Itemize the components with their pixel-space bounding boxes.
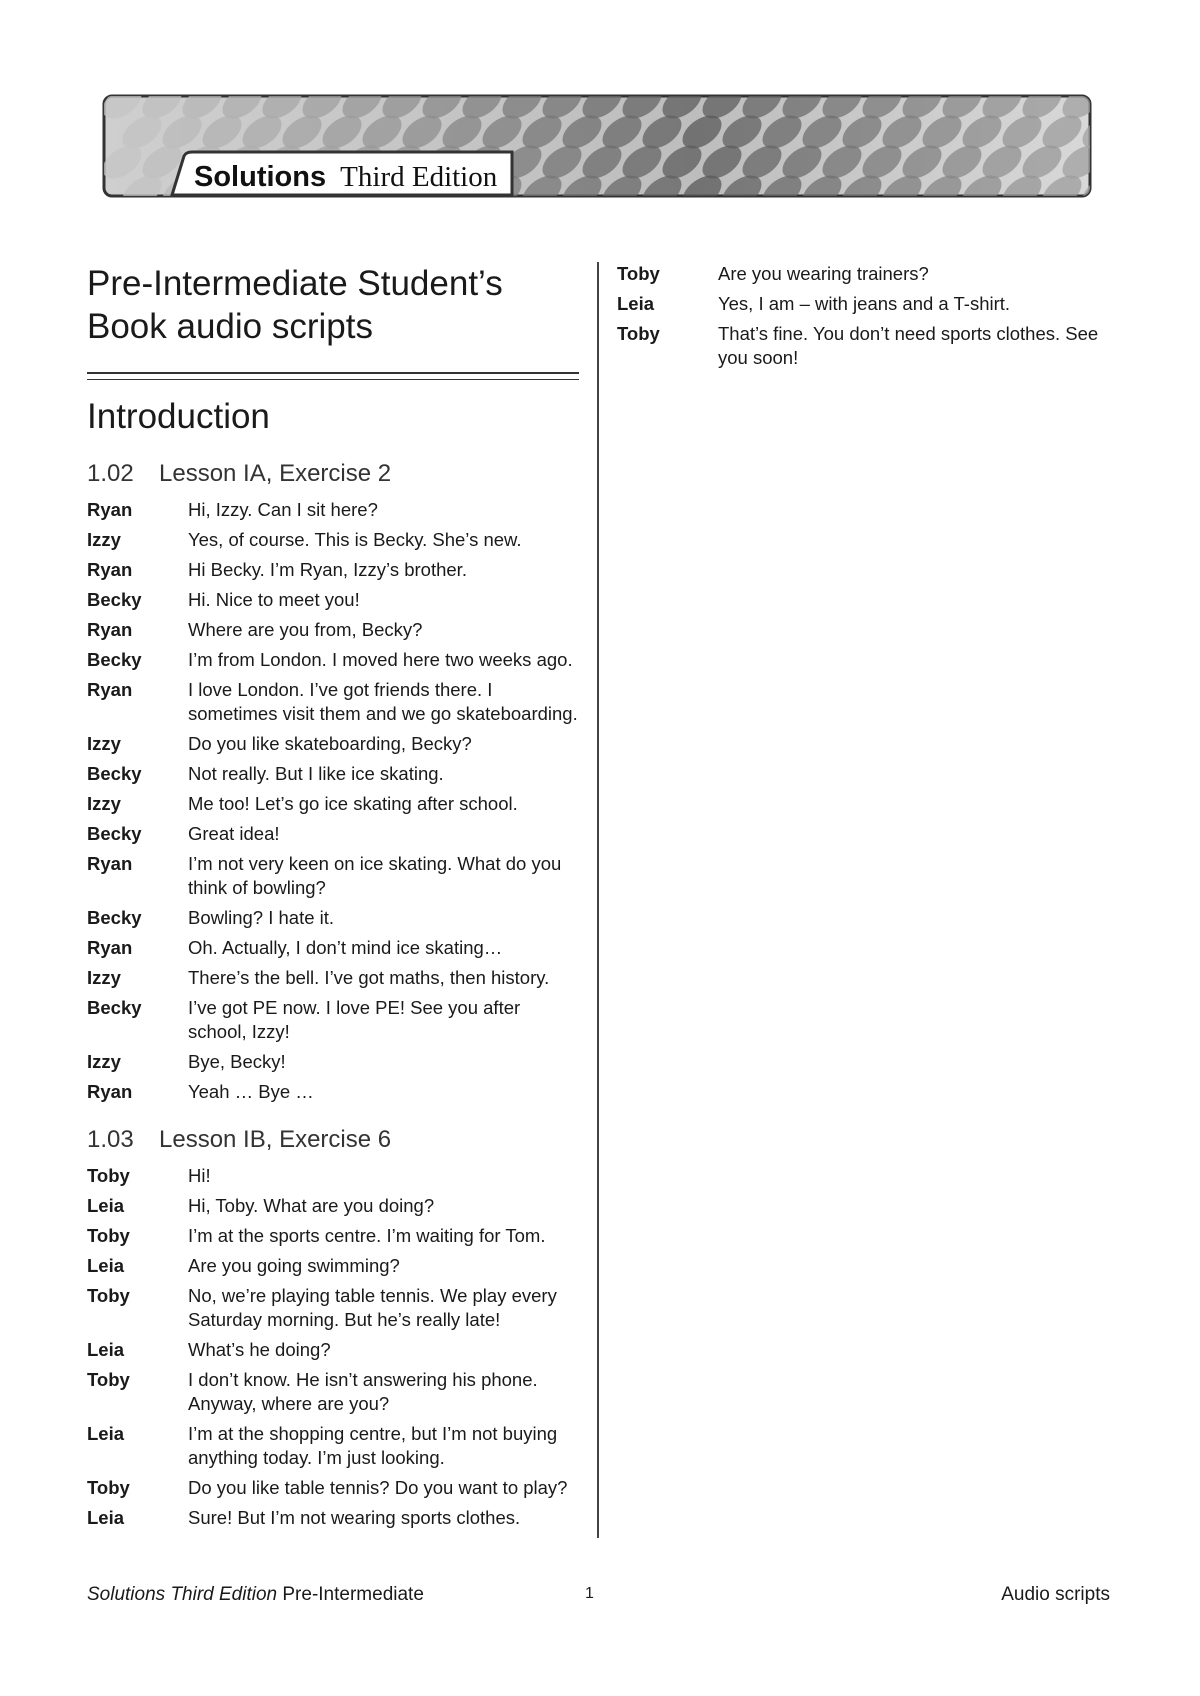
speaker-name: Leia (87, 1423, 125, 1444)
dialogue-line (87, 792, 579, 816)
speaker-name: Becky (87, 589, 142, 610)
speaker-name: Izzy (87, 733, 121, 754)
dialogue-line (87, 648, 579, 672)
speaker-name: Ryan (87, 619, 133, 640)
dialogue-text: Bowling? I hate it. (188, 907, 335, 928)
section-heading: Introduction (87, 397, 270, 436)
exercise-1-03 (87, 1126, 579, 1530)
right-column (617, 262, 1117, 376)
dialogue-line (87, 1476, 579, 1500)
dialogue-text: Do you like skateboarding, Becky? (188, 733, 472, 754)
dialogue-text: Sure! But I’m not wearing sports clothes. (188, 1507, 521, 1528)
dialogue-line (87, 618, 579, 642)
speaker-name: Toby (87, 1477, 130, 1498)
speaker-name: Ryan (87, 853, 133, 874)
dialogue-line (87, 588, 579, 612)
exercise-title: Lesson IB, Exercise 6 (159, 1126, 392, 1153)
dialogue-list-continued (617, 262, 1117, 370)
speaker-name: Toby (617, 263, 660, 284)
dialogue-text: Yes, I am – with jeans and a T-shirt. (718, 293, 1011, 314)
dialogue-text: Are you wearing trainers? (718, 263, 929, 284)
dialogue-line (87, 966, 579, 990)
dialogue-text: Not really. But I like ice skating. (188, 763, 444, 784)
dialogue-line (87, 1194, 579, 1218)
dialogue-line (617, 292, 1117, 316)
dialogue-text: I’m not very keen on ice skating. What do you think of bowling? (188, 853, 562, 898)
dialogue-line (87, 1422, 579, 1470)
dialogue-text: Oh. Actually, I don’t mind ice skating… (188, 937, 503, 958)
dialogue-line (87, 1164, 579, 1188)
speaker-name: Ryan (87, 679, 133, 700)
dialogue-line (87, 1224, 579, 1248)
speaker-name: Toby (87, 1285, 130, 1306)
footer-section: Audio scripts (1001, 1584, 1110, 1605)
header-banner (102, 94, 1092, 198)
exercise-heading (87, 460, 579, 488)
dialogue-text: I don’t know. He isn’t answering his phone. Anyway, where are you? (188, 1369, 538, 1414)
dialogue-text: There’s the bell. I’ve got maths, then history. (188, 967, 550, 988)
speaker-name: Toby (87, 1165, 130, 1186)
dialogue-text: I’m at the sports centre. I’m waiting for Tom. (188, 1225, 546, 1246)
speaker-name: Toby (617, 323, 660, 344)
exercise-heading (87, 1126, 579, 1154)
dialogue-line (617, 322, 1117, 370)
dialogue-line (87, 1338, 579, 1362)
dialogue-text: I’m at the shopping centre, but I’m not buying anything today. I’m just looking. (188, 1423, 558, 1468)
dialogue-text: Bye, Becky! (188, 1051, 286, 1072)
dialogue-text: Hi Becky. I’m Ryan, Izzy’s brother. (188, 559, 467, 580)
dialogue-text: Are you going swimming? (188, 1255, 400, 1276)
dialogue-line (87, 1080, 579, 1104)
title-rule (87, 372, 579, 380)
speaker-name: Ryan (87, 937, 133, 958)
dialogue-text: What’s he doing? (188, 1339, 331, 1360)
brand-edition: Third Edition (340, 161, 498, 193)
exercise-title: Lesson IA, Exercise 2 (159, 460, 392, 487)
dialogue-text: Yeah … Bye … (188, 1081, 314, 1102)
speaker-name: Leia (87, 1195, 125, 1216)
speaker-name: Ryan (87, 499, 133, 520)
document-title: Pre-Intermediate Student’s Book audio scripts (87, 264, 503, 346)
speaker-name: Izzy (87, 793, 121, 814)
dialogue-text: That’s fine. You don’t need sports clothes. See you soon! (718, 323, 1099, 368)
dialogue-line (87, 822, 579, 846)
dialogue-text: Hi, Toby. What are you doing? (188, 1195, 435, 1216)
dialogue-list (87, 1164, 579, 1530)
dialogue-line (87, 762, 579, 786)
dialogue-line (87, 936, 579, 960)
speaker-name: Becky (87, 763, 142, 784)
dialogue-line (87, 678, 579, 726)
footer-title: Solutions Third Edition Pre-Intermediate (87, 1584, 424, 1605)
page-number: 1 (585, 1585, 594, 1602)
dialogue-line (87, 1050, 579, 1074)
dialogue-line (87, 558, 579, 582)
speaker-name: Toby (87, 1369, 130, 1390)
speaker-name: Becky (87, 823, 142, 844)
dialogue-text: Where are you from, Becky? (188, 619, 423, 640)
dialogue-text: I’ve got PE now. I love PE! See you after school, Izzy! (188, 997, 521, 1042)
dialogue-text: Me too! Let’s go ice skating after school. (188, 793, 518, 814)
dialogue-text: I’m from London. I moved here two weeks ago. (188, 649, 573, 670)
dialogue-line (617, 262, 1117, 286)
dialogue-text: Hi! (188, 1165, 211, 1186)
left-column (87, 262, 579, 1536)
speaker-name: Becky (87, 997, 142, 1018)
speaker-name: Izzy (87, 529, 121, 550)
brand-name: Solutions (194, 161, 327, 193)
dialogue-line (87, 852, 579, 900)
dialogue-text: Yes, of course. This is Becky. She’s new. (188, 529, 522, 550)
speaker-name: Ryan (87, 1081, 133, 1102)
dialogue-line (87, 1506, 579, 1530)
dialogue-text: Great idea! (188, 823, 280, 844)
speaker-name: Izzy (87, 1051, 121, 1072)
track-number: 1.03 (87, 1126, 134, 1153)
dialogue-text: Hi, Izzy. Can I sit here? (188, 499, 378, 520)
exercise-1-02 (87, 460, 579, 1104)
dialogue-line (87, 498, 579, 522)
speaker-name: Becky (87, 907, 142, 928)
svg-text:Solutions Third Edition (194, 161, 498, 193)
speaker-name: Toby (87, 1225, 130, 1246)
speaker-name: Leia (617, 293, 655, 314)
dialogue-line (87, 732, 579, 756)
speaker-name: Leia (87, 1339, 125, 1360)
dialogue-line (87, 1254, 579, 1278)
dialogue-line (87, 528, 579, 552)
track-number: 1.02 (87, 460, 134, 487)
dialogue-text: Hi. Nice to meet you! (188, 589, 360, 610)
dialogue-list (87, 498, 579, 1104)
speaker-name: Izzy (87, 967, 121, 988)
speaker-name: Leia (87, 1255, 125, 1276)
dialogue-text: No, we’re playing table tennis. We play every Saturday morning. But he’s really late! (188, 1285, 557, 1330)
speaker-name: Ryan (87, 559, 133, 580)
column-divider (597, 262, 599, 1538)
dialogue-text: Do you like table tennis? Do you want to play? (188, 1477, 568, 1498)
dialogue-line (87, 1284, 579, 1332)
speaker-name: Becky (87, 649, 142, 670)
dialogue-line (87, 996, 579, 1044)
dialogue-text: I love London. I’ve got friends there. I sometimes visit them and we go skateboarding. (188, 679, 578, 724)
page-footer (87, 1584, 1110, 1608)
speaker-name: Leia (87, 1507, 125, 1528)
dialogue-line (87, 906, 579, 930)
dialogue-line (87, 1368, 579, 1416)
